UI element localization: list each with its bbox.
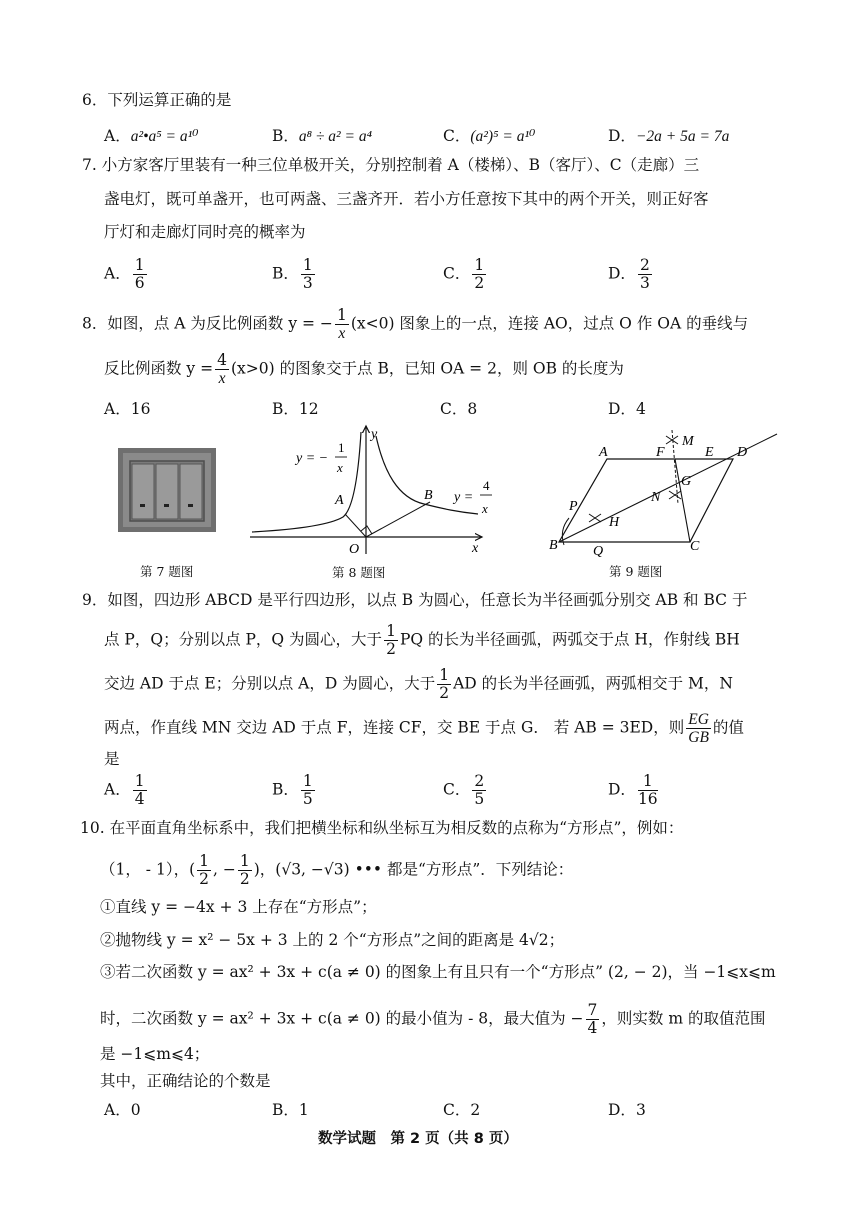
q9-line-5: 是 — [104, 750, 120, 768]
q8-option-d — [608, 397, 646, 419]
q8-option-b — [272, 397, 319, 419]
text-segment: 的值 — [712, 718, 744, 737]
fraction-numerator: 2 — [474, 772, 485, 790]
q10-option-a — [104, 1098, 141, 1120]
fraction-numerator: 1 — [336, 306, 347, 324]
q10-line-1: 10. 在平面直角坐标系中，我们把横坐标和纵坐标互为相反数的点称为“方形点”，例如： — [80, 819, 684, 837]
option-value: 8 — [467, 400, 478, 418]
option-label: A． — [104, 400, 131, 418]
option-label: D． — [608, 264, 636, 283]
q10-line-2 — [100, 853, 573, 888]
point-A-label: A — [335, 493, 344, 508]
fraction-numerator: EG — [688, 711, 709, 728]
point-N-label: N — [651, 490, 661, 505]
q6-option-c — [443, 124, 535, 146]
segment-OA — [345, 514, 366, 537]
point-P-label: P — [569, 499, 578, 514]
q6-option-b — [272, 124, 372, 146]
fraction-denominator: GB — [688, 729, 709, 746]
q9-option-a — [104, 773, 149, 808]
q10-item-2: ②抛物线 y = x² − 5x + 3 上的 2 个“方形点”之间的距离是 4√2； — [100, 931, 565, 949]
option-value: 1 — [298, 1101, 309, 1119]
fraction-denominator: 16 — [637, 790, 658, 808]
text-segment: （1， - 1），( — [100, 860, 196, 879]
fraction-numerator: 1 — [134, 772, 145, 790]
text-segment: 交边 AD 于点 E；分别以点 A，D 为圆心，大于 — [104, 674, 436, 693]
point-E-label: E — [705, 445, 714, 460]
text-segment: 反比例函数 y = — [104, 359, 214, 378]
q7-line-1: 7. 小方家客厅里装有一种三位单极开关，分别控制着 A（楼梯）、B（客厅）、C（走廊）三 — [82, 156, 700, 174]
option-value: 16 — [130, 400, 151, 418]
fraction-denominator: 2 — [439, 684, 450, 702]
option-label: C． — [443, 1101, 471, 1119]
option-label: A． — [104, 780, 131, 799]
q8-line-2 — [104, 352, 624, 387]
option-expr: a²•a⁵ = a¹⁰ — [130, 128, 199, 145]
left-hyperbola — [252, 432, 361, 532]
text-segment: , − — [213, 860, 236, 879]
option-expr: (a²)⁵ = a¹⁰ — [470, 128, 536, 145]
q7-option-d — [608, 257, 654, 292]
fraction-denominator: 2 — [199, 870, 209, 888]
q9-line-4 — [104, 711, 744, 746]
origin-label: O — [349, 542, 360, 557]
q10-option-c — [443, 1098, 480, 1120]
fig7-switch-photo — [118, 448, 216, 532]
fraction-denominator: 3 — [639, 274, 650, 292]
fig8-graph — [248, 422, 488, 557]
q9-option-c — [443, 773, 488, 808]
q8-line-1 — [82, 307, 748, 342]
q9-line-3 — [104, 667, 733, 702]
text-segment: ，则实数 m 的取值范围 — [601, 1009, 766, 1028]
option-label: D． — [608, 400, 636, 418]
option-expr: a⁸ ÷ a² = a⁴ — [298, 128, 373, 145]
fraction-numerator: 1 — [439, 666, 450, 684]
q10-item-3-line-2 — [100, 1002, 765, 1037]
right-fn-den: x — [482, 501, 488, 516]
q7-line-2: 盏电灯，既可单盏开，也可两盏、三盏齐开．若小方任意按下其中的两个开关，则正好客 — [104, 190, 709, 208]
fraction-numerator: 1 — [474, 256, 485, 274]
right-fn-num: 4 — [483, 478, 490, 493]
fraction-denominator: 3 — [302, 274, 313, 292]
fraction-denominator: 4 — [134, 790, 145, 808]
q9-line-1: 9．如图，四边形 ABCD 是平行四边形，以点 B 为圆心，任意长为半径画弧分别交 AB 和 BC 于 — [82, 591, 748, 609]
option-value: 12 — [298, 400, 319, 418]
point-M-label: M — [682, 434, 694, 449]
fig9-parallelogram — [545, 422, 785, 562]
text-segment: (x>0) 的图象交于点 B，已知 OA = 2，则 OB 的长度为 — [230, 359, 624, 378]
fraction-denominator: 2 — [239, 870, 250, 888]
fraction-denominator: 5 — [302, 790, 313, 808]
point-B-label: B — [424, 488, 433, 503]
option-expr: −2a + 5a = 7a — [635, 128, 730, 145]
option-value: 2 — [470, 1101, 481, 1119]
fraction-numerator: 1 — [638, 773, 658, 791]
option-label: A． — [104, 264, 131, 283]
fraction-numerator: 1 — [386, 622, 396, 640]
q10-item-3-line-1: ③若二次函数 y = ax² + 3x + c(a ≠ 0) 的图象上有且只有一个“方形点” (2, − 2)，当 −1⩽x⩽m — [100, 963, 776, 981]
option-label: B． — [272, 264, 299, 283]
option-value: 0 — [130, 1101, 141, 1119]
option-value: 3 — [635, 1101, 646, 1119]
q7-option-c — [443, 257, 488, 292]
q7-option-a — [104, 257, 149, 292]
text-segment: 8．如图，点 A 为反比例函数 y = − — [82, 314, 333, 333]
option-label: D． — [608, 127, 636, 145]
option-label: B． — [272, 127, 299, 145]
option-label: C． — [443, 780, 471, 799]
left-fn-num: 1 — [338, 440, 345, 455]
left-fn-prefix: y = − — [296, 451, 329, 466]
fraction-numerator: 2 — [639, 256, 650, 274]
q10-option-d — [608, 1098, 646, 1120]
y-axis-label: y — [371, 427, 378, 442]
fig8-caption: 第 8 题图 — [332, 565, 386, 580]
fraction-denominator: 2 — [474, 274, 485, 292]
q10-option-b — [272, 1098, 309, 1120]
fig9-caption: 第 9 题图 — [609, 564, 663, 579]
point-A-label: A — [599, 445, 608, 460]
left-fn-den: x — [337, 460, 343, 475]
point-B-label: B — [549, 538, 558, 553]
fraction-numerator: 1 — [302, 256, 313, 274]
option-label: D． — [608, 780, 636, 799]
point-Q-label: Q — [593, 544, 604, 559]
option-label: C． — [443, 127, 471, 145]
q9-option-d — [608, 773, 660, 808]
fraction-denominator: x — [338, 325, 346, 342]
text-segment: 两点，作直线 MN 交边 AD 于点 F，连接 CF，交 BE 于点 G． 若 AB = 3ED，则 — [104, 718, 685, 737]
q10-closing: 其中，正确结论的个数是 — [100, 1072, 271, 1090]
fraction-numerator: 4 — [217, 351, 227, 369]
fraction-denominator: x — [218, 370, 226, 387]
point-F-label: F — [656, 445, 665, 460]
fraction-numerator: 1 — [134, 256, 145, 274]
q10-item-3-line-3: 是 −1⩽m⩽4； — [100, 1045, 210, 1063]
option-label: B． — [272, 780, 299, 799]
segment-OB — [366, 502, 430, 537]
option-label: D． — [608, 1101, 636, 1119]
q9-line-2 — [104, 623, 740, 658]
q8-option-c — [440, 397, 477, 419]
point-D-label: D — [737, 445, 748, 460]
q7-option-b — [272, 257, 317, 292]
q9-option-b — [272, 773, 317, 808]
option-label: C． — [443, 264, 471, 283]
point-G-label: G — [681, 474, 692, 489]
q6-option-d — [608, 124, 729, 146]
option-label: B． — [272, 1101, 299, 1119]
q7-line-3: 厅灯和走廊灯同时亮的概率为 — [104, 223, 306, 241]
text-segment: PQ 的长为半径画弧，两弧交于点 H，作射线 BH — [399, 630, 740, 649]
option-label: B． — [272, 400, 299, 418]
q6-stem: 6．下列运算正确的是 — [82, 91, 232, 109]
text-segment: AD 的长为半径画弧，两弧相交于 M，N — [453, 674, 733, 693]
fraction-numerator: 1 — [199, 852, 209, 870]
fig7-caption: 第 7 题图 — [140, 564, 194, 579]
option-label: C． — [440, 400, 468, 418]
q10-item-1: ①直线 y = −4x + 3 上存在“方形点”； — [100, 898, 377, 916]
fraction-numerator: 1 — [302, 772, 313, 790]
fraction-denominator: 5 — [474, 790, 485, 808]
fraction-denominator: 6 — [134, 274, 145, 292]
option-label: A． — [104, 127, 131, 145]
text-segment: (x<0) 图象上的一点，连接 AO，过点 O 作 OA 的垂线与 — [350, 314, 749, 333]
fraction-denominator: 2 — [386, 640, 396, 658]
page-footer: 数学试题 第 2 页（共 8 页） — [318, 1131, 518, 1147]
point-C-label: C — [690, 539, 700, 554]
q6-option-a — [104, 124, 199, 146]
option-value: 4 — [635, 400, 646, 418]
q8-option-a — [104, 397, 150, 419]
fraction-numerator: 1 — [239, 852, 250, 870]
option-label: A． — [104, 1101, 131, 1119]
text-segment: 点 P，Q；分别以点 P，Q 为圆心，大于 — [104, 630, 383, 649]
right-fn-prefix: y = — [454, 490, 474, 505]
fraction-denominator: 4 — [587, 1019, 598, 1037]
text-segment: )，(√3, −√3) ••• 都是“方形点”．下列结论： — [253, 860, 574, 879]
x-axis-label: x — [472, 541, 479, 556]
text-segment: 时，二次函数 y = ax² + 3x + c(a ≠ 0) 的最小值为 - 8，最大值为 − — [100, 1009, 584, 1028]
point-H-label: H — [609, 515, 620, 530]
fraction-numerator: 7 — [587, 1001, 598, 1019]
